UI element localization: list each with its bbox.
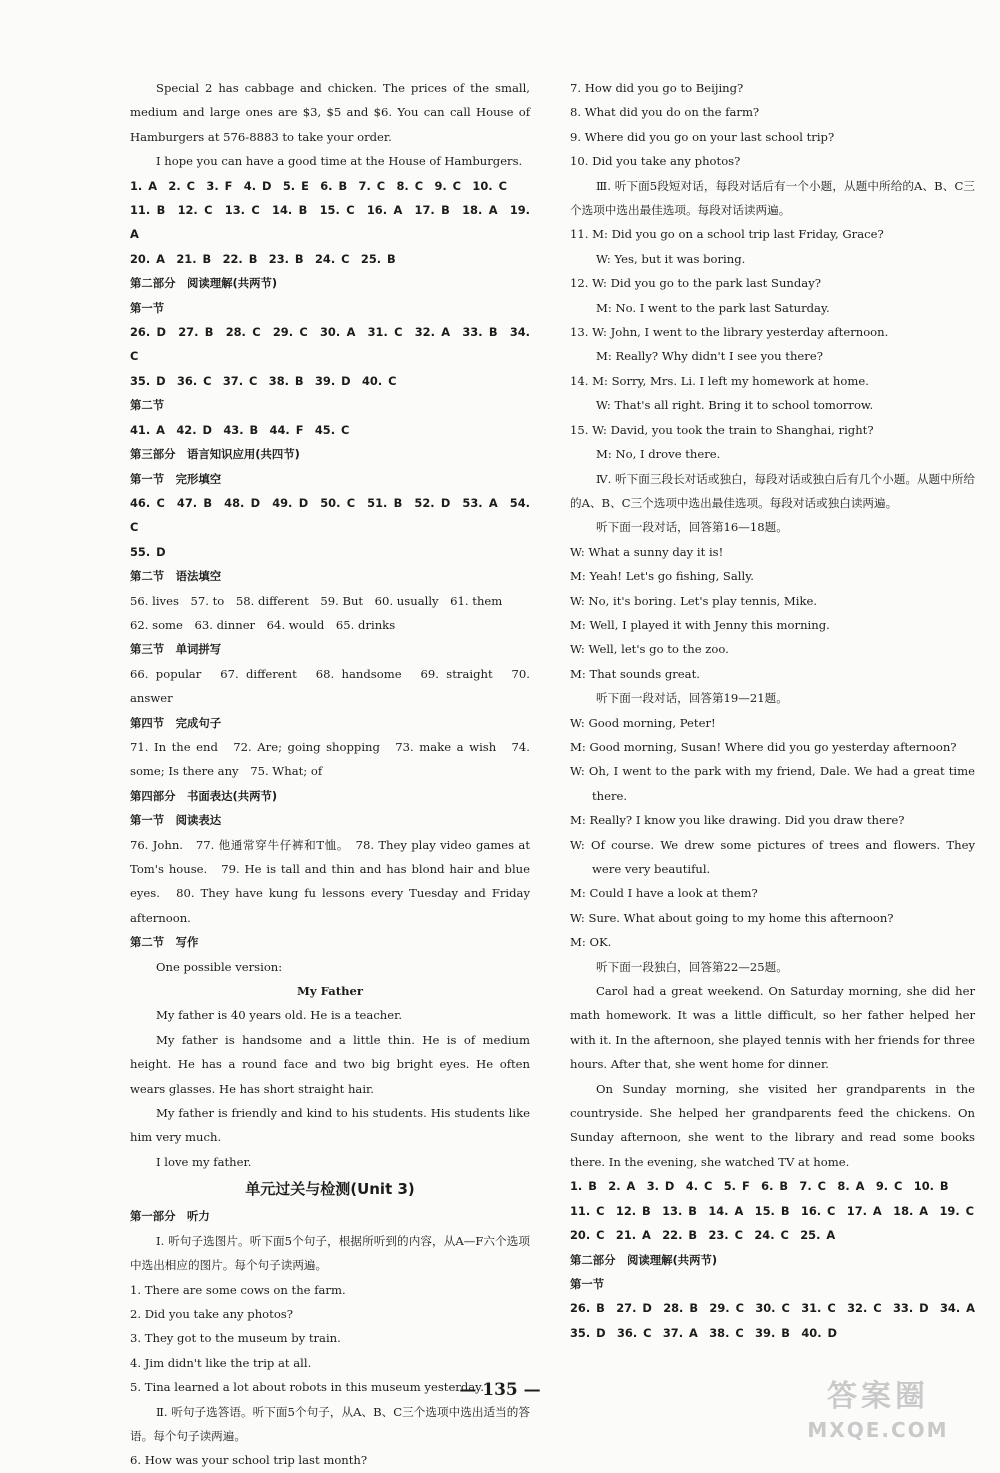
- essay-paragraph: My father is 40 years old. He is a teacher.: [156, 1008, 403, 1023]
- dialogue-line: W: What a sunny day it is!: [570, 544, 724, 559]
- answer-line: 1. B 2. A 3. D 4. C 5. F 6. B 7. C 8. A 9. C 10. B: [570, 1179, 949, 1194]
- dialogue-line: M: Could I have a look at them?: [570, 886, 758, 901]
- dialogue-line: 12. W: Did you go to the park last Sunday?: [570, 276, 821, 291]
- dialogue-line: W: Good morning, Peter!: [570, 715, 716, 730]
- conversation-intro: 听下面一段独白，回答第22—25题。: [596, 959, 788, 974]
- essay-title: My Father: [297, 984, 363, 999]
- answer-line: 56. lives 57. to 58. different 59. But 60. usually 61. them: [130, 593, 503, 608]
- section-heading: 第四部分 书面表达(共两节): [130, 788, 278, 803]
- essay-paragraph: My father is handsome and a little thin. He is of medium height. He has a round face and two big bright eyes. He often wears glasses. He has short straight hair.: [130, 1032, 530, 1096]
- answer-line: 46. C 47. B 48. D 49. D 50. C 51. B 52. D 53. A 54. C: [130, 495, 530, 535]
- dialogue-line: M: Really? Why didn't I see you there?: [596, 349, 823, 364]
- answer-line: 35. D 36. C 37. A 38. C 39. B 40. D: [570, 1325, 837, 1340]
- dialogue-line: M: OK.: [570, 935, 612, 950]
- question-line: 1. There are some cows on the farm.: [130, 1282, 346, 1297]
- watermark-url: MXQE.COM: [807, 1418, 949, 1442]
- instruction: Ⅲ. 听下面5段短对话，每段对话后有一个小题，从题中所给的A、B、C三个选项中选出最佳选项。每段对话读两遍。: [570, 178, 975, 218]
- dialogue-line: W: Of course. We drew some pictures of trees and flowers. They were very beautiful.: [570, 837, 975, 876]
- passage-paragraph: I hope you can have a good time at the House of Hamburgers.: [156, 154, 523, 169]
- question-line: 10. Did you take any photos?: [570, 154, 741, 169]
- conversation-intro: 听下面一段对话，回答第19—21题。: [596, 691, 788, 706]
- question-line: 4. Jim didn't like the trip at all.: [130, 1355, 312, 1370]
- question-line: 9. Where did you go on your last school trip?: [570, 129, 835, 144]
- dialogue-line: 15. W: David, you took the train to Shanghai, right?: [570, 422, 874, 437]
- section-heading: 第一部分 听力: [130, 1209, 210, 1224]
- dialogue-line: M: Yeah! Let's go fishing, Sally.: [570, 569, 754, 584]
- section-heading: 第一节 完形填空: [130, 471, 222, 486]
- watermark-text: 答案圈: [827, 1379, 929, 1414]
- watermark-logo: [778, 1377, 978, 1457]
- section-heading: 第二节: [130, 398, 165, 413]
- answer-line: 1. A 2. C 3. F 4. D 5. E 6. B 7. C 8. C 9. C 10. C: [130, 178, 507, 193]
- dialogue-line: M: That sounds great.: [570, 666, 700, 681]
- monologue-paragraph: Carol had a great weekend. On Saturday morning, she did her math homework. It was a little difficult, so her father helped her with it. In the afternoon, she played tennis with her friends for three hours. After that, she went home for dinner.: [570, 984, 975, 1072]
- page-number: — 135 —: [459, 1380, 541, 1400]
- question-line: 7. How did you go to Beijing?: [570, 81, 744, 95]
- right-column: [570, 76, 975, 1345]
- question-line: 2. Did you take any photos?: [130, 1306, 293, 1321]
- dialogue-line: W: Well, let's go to the zoo.: [570, 642, 729, 657]
- answer-line: 66. popular 67. different 68. handsome 69. straight 70. answer: [130, 666, 530, 706]
- answer-line: 20. C 21. A 22. B 23. C 24. C 25. A: [570, 1228, 836, 1243]
- section-heading: 第三部分 语言知识应用(共四节): [130, 447, 300, 462]
- dialogue-line: M: Well, I played it with Jenny this morning.: [570, 617, 830, 632]
- answer-line: 26. B 27. D 28. B 29. C 30. C 31. C 32. C 33. D 34. A: [570, 1301, 975, 1316]
- dialogue-line: W: Oh, I went to the park with my friend, Dale. We had a great time there.: [570, 764, 975, 803]
- question-line: 3. They got to the museum by train.: [130, 1331, 341, 1346]
- dialogue-line: 14. M: Sorry, Mrs. Li. I left my homework at home.: [570, 373, 869, 388]
- dialogue-line: 13. W: John, I went to the library yesterday afternoon.: [570, 325, 889, 340]
- dialogue-line: M: No, I drove there.: [596, 447, 721, 462]
- dialogue-line: M: No. I went to the park last Saturday.: [596, 300, 830, 315]
- conversation-intro: 听下面一段对话，回答第16—18题。: [596, 520, 788, 535]
- answer-line: 35. D 36. C 37. C 38. B 39. D 40. C: [130, 373, 397, 388]
- essay-intro: One possible version:: [156, 959, 283, 974]
- section-heading: 第一节: [130, 300, 165, 315]
- essay-paragraph: I love my father.: [156, 1154, 252, 1169]
- instruction: Ⅳ. 听下面三段长对话或独白，每段对话或独白后有几个小题。从题中所给的A、B、C三个选项中选出最佳选项。每段对话或独白读两遍。: [570, 471, 975, 510]
- monologue-paragraph: On Sunday morning, she visited her grandparents in the countryside. She helped her grandparents feed the chickens. On Sunday afternoon, she went to the library and read some books there. In the evening, she watched TV at home.: [570, 1081, 975, 1169]
- instruction: Ⅱ. 听句子选答语。听下面5个句子，从A、B、C三个选项中选出适当的答语。每个句子读两遍。: [130, 1404, 530, 1443]
- section-heading: 第二部分 阅读理解(共两节): [570, 1252, 718, 1267]
- answer-line: 20. A 21. B 22. B 23. B 24. C 25. B: [130, 251, 396, 266]
- section-heading: 第二节 写作: [130, 935, 199, 950]
- answer-line: 62. some 63. dinner 64. would 65. drinks: [130, 617, 396, 632]
- section-heading: 第一节: [570, 1276, 605, 1291]
- dialogue-line: M: Good morning, Susan! Where did you go yesterday afternoon?: [570, 739, 957, 754]
- answer-line: 11. C 12. B 13. B 14. A 15. B 16. C 17. A 18. A 19. C: [570, 1203, 974, 1218]
- left-column: [130, 76, 530, 1473]
- section-heading: 第四节 完成句子: [130, 715, 222, 730]
- section-heading: 第一节 阅读表达: [130, 813, 222, 828]
- question-line: 5. Tina learned a lot about robots in this museum yesterday.: [130, 1380, 484, 1395]
- passage-paragraph: Special 2 has cabbage and chicken. The prices of the small, medium and large ones are $3, $5 and $6. You can call House of Hamburgers at 576-8883 to take your order.: [130, 81, 530, 144]
- section-heading: 第二节 语法填空: [130, 569, 222, 584]
- answer-line: 26. D 27. B 28. C 29. C 30. A 31. C 32. A 33. B 34. C: [130, 325, 530, 364]
- answer-line: 11. B 12. C 13. C 14. B 15. C 16. A 17. B 18. A 19. A: [130, 203, 530, 242]
- answer-line: 55. D: [130, 544, 166, 559]
- dialogue-line: W: No, it's boring. Let's play tennis, Mike.: [570, 593, 818, 608]
- essay-paragraph: My father is friendly and kind to his students. His students like him very much.: [130, 1106, 530, 1145]
- question-line: 6. How was your school trip last month?: [130, 1453, 368, 1468]
- answer-line: 76. John. 77. 他通常穿牛仔裤和T恤。 78. They play video games at Tom's house. 79. He is tall and thin and has blond hair and blue eyes. 80. They have kung fu lessons every Tuesday and Friday afternoon.: [130, 837, 530, 925]
- unit-title: 单元过关与检测(Unit 3): [245, 1180, 415, 1199]
- dialogue-line: W: Sure. What about going to my home this afternoon?: [570, 910, 894, 925]
- dialogue-line: W: That's all right. Bring it to school tomorrow.: [596, 398, 874, 413]
- answer-line: 41. A 42. D 43. B 44. F 45. C: [130, 422, 350, 437]
- dialogue-line: W: Yes, but it was boring.: [596, 251, 746, 266]
- answer-line: 71. In the end 72. Are; going shopping 73. make a wish 74. some; Is there any 75. What; of: [130, 739, 530, 779]
- section-heading: 第三节 单词拼写: [130, 642, 222, 657]
- section-heading: 第二部分 阅读理解(共两节): [130, 276, 278, 291]
- dialogue-line: 11. M: Did you go on a school trip last Friday, Grace?: [570, 227, 884, 242]
- question-line: 8. What did you do on the farm?: [570, 105, 760, 120]
- instruction: Ⅰ. 听句子选图片。听下面5个句子，根据所听到的内容，从A—F六个选项中选出相应的图片。每个句子读两遍。: [130, 1233, 530, 1273]
- dialogue-line: M: Really? I know you like drawing. Did you draw there?: [570, 813, 905, 828]
